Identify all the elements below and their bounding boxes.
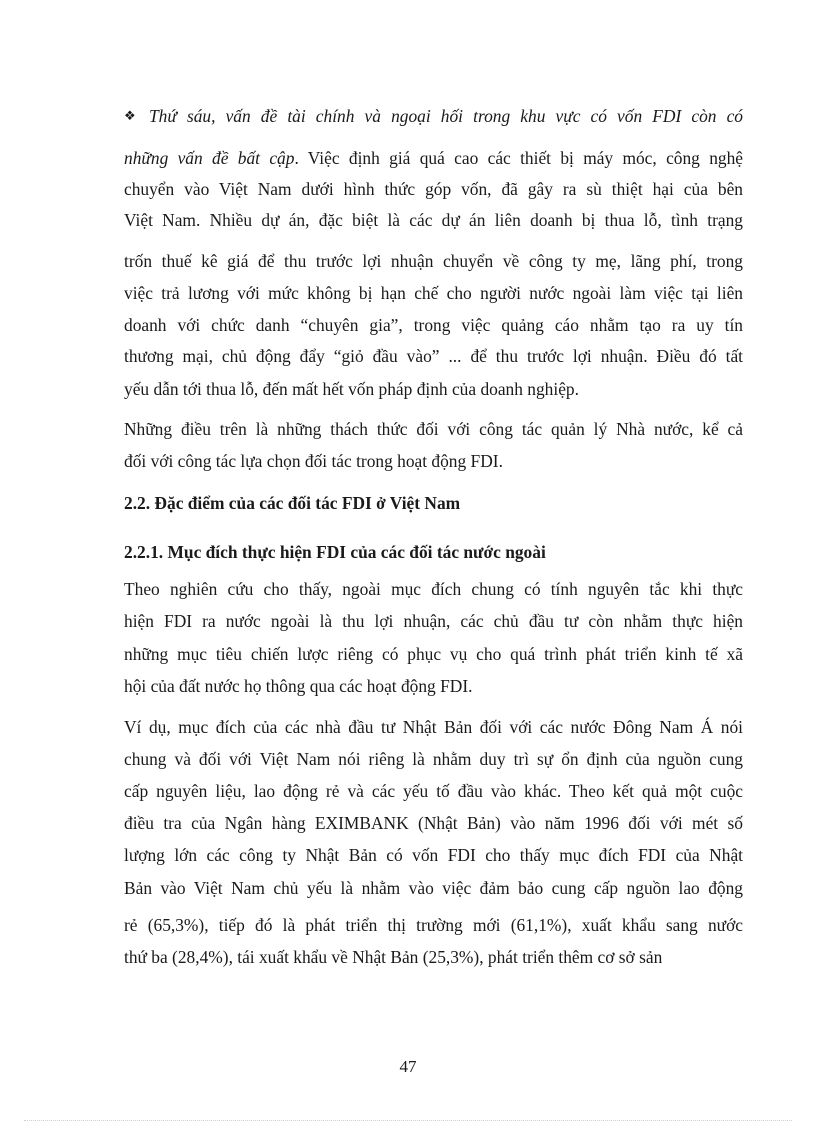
paragraph-3-line-1: Theo nghiên cứu cho thấy, ngoài mục đích chung có tính nguyên tắc khi thực bbox=[124, 579, 743, 599]
paragraph-4-line-7: rẻ (65,3%), tiếp đó là phát triển thị trường mới (61,1%), xuất khẩu sang nước bbox=[124, 915, 743, 935]
paragraph-4-line-3: cấp nguyên liệu, lao động rẻ và các yếu tố đầu vào khác. Theo kết quả một cuộc bbox=[124, 781, 743, 801]
paragraph-1-line-2 bbox=[124, 146, 743, 170]
section-heading-2-2: 2.2. Đặc điểm của các đối tác FDI ở Việt Nam bbox=[124, 493, 461, 513]
paragraph-3-line-2: hiện FDI ra nước ngoài là thu lợi nhuận, các chủ đầu tư còn nhằm thực hiện bbox=[124, 611, 743, 631]
paragraph-1-line-5: trốn thuế kê giá để thu trước lợi nhuận chuyển về công ty mẹ, lãng phí, trong bbox=[124, 251, 743, 271]
paragraph-1-line-1: Thứ sáu, vấn đề tài chính và ngoại hối trong khu vực có vốn FDI còn có bbox=[149, 106, 743, 126]
subsection-heading-2-2-1: 2.2.1. Mục đích thực hiện FDI của các đối tác nước ngoài bbox=[124, 542, 546, 562]
paragraph-1-line-2-italic: những vấn đề bất cập bbox=[124, 148, 295, 168]
diamond-bullet-icon: ❖ bbox=[124, 108, 136, 123]
paragraph-1-line-7: doanh với chức danh “chuyên gia”, trong việc quảng cáo nhằm tạo ra uy tín bbox=[124, 315, 743, 335]
paragraph-3-line-3: những mục tiêu chiến lược riêng có phục vụ cho quá trình phát triển kinh tế xã bbox=[124, 644, 743, 664]
paragraph-4-line-5: lượng lớn các công ty Nhật Bản có vốn FDI cho thấy mục đích FDI của Nhật bbox=[124, 845, 743, 865]
paragraph-2-line-2: đối với công tác lựa chọn đối tác trong hoạt động FDI. bbox=[124, 451, 503, 471]
paragraph-1-line-2-rest: . Việc định giá quá cao các thiết bị máy móc, công nghệ bbox=[294, 148, 744, 168]
paragraph-1-line-4: Việt Nam. Nhiều dự án, đặc biệt là các dự án liên doanh bị thua lỗ, tình trạng bbox=[124, 210, 743, 230]
paragraph-2-line-1: Những điều trên là những thách thức đối với công tác quản lý Nhà nước, kể cả bbox=[124, 419, 743, 439]
paragraph-1-line-6: việc trả lương với mức không bị hạn chế cho người nước ngoài làm việc tại liên bbox=[124, 283, 743, 303]
paragraph-3-line-4: hội của đất nước họ thông qua các hoạt động FDI. bbox=[124, 676, 473, 696]
page-bottom-divider bbox=[24, 1120, 792, 1121]
paragraph-4-line-2: chung và đối với Việt Nam nói riêng là nhằm duy trì sự ổn định của nguồn cung bbox=[124, 749, 743, 769]
paragraph-4-line-1: Ví dụ, mục đích của các nhà đầu tư Nhật Bản đối với các nước Đông Nam Á nói bbox=[124, 717, 743, 737]
paragraph-1-line-3: chuyển vào Việt Nam dưới hình thức góp vốn, đã gây ra sù thiệt hại của bên bbox=[124, 179, 743, 199]
paragraph-4-line-6: Bản vào Việt Nam chủ yếu là nhằm vào việc đảm bảo cung cấp nguồn lao động bbox=[124, 878, 743, 898]
paragraph-1-line-8: thương mại, chủ động đẩy “giỏ đầu vào” ... để thu trước lợi nhuận. Điều đó tất bbox=[124, 346, 743, 366]
paragraph-4-line-8: thứ ba (28,4%), tái xuất khẩu về Nhật Bản (25,3%), phát triển thêm cơ sở sản bbox=[124, 947, 663, 967]
paragraph-1-line-9: yếu dẫn tới thua lỗ, đến mất hết vốn pháp định của doanh nghiệp. bbox=[124, 379, 579, 399]
paragraph-4-line-4: điều tra của Ngân hàng EXIMBANK (Nhật Bản) vào năm 1996 đối với mét số bbox=[124, 813, 743, 833]
page-number: 47 bbox=[399, 1057, 417, 1076]
